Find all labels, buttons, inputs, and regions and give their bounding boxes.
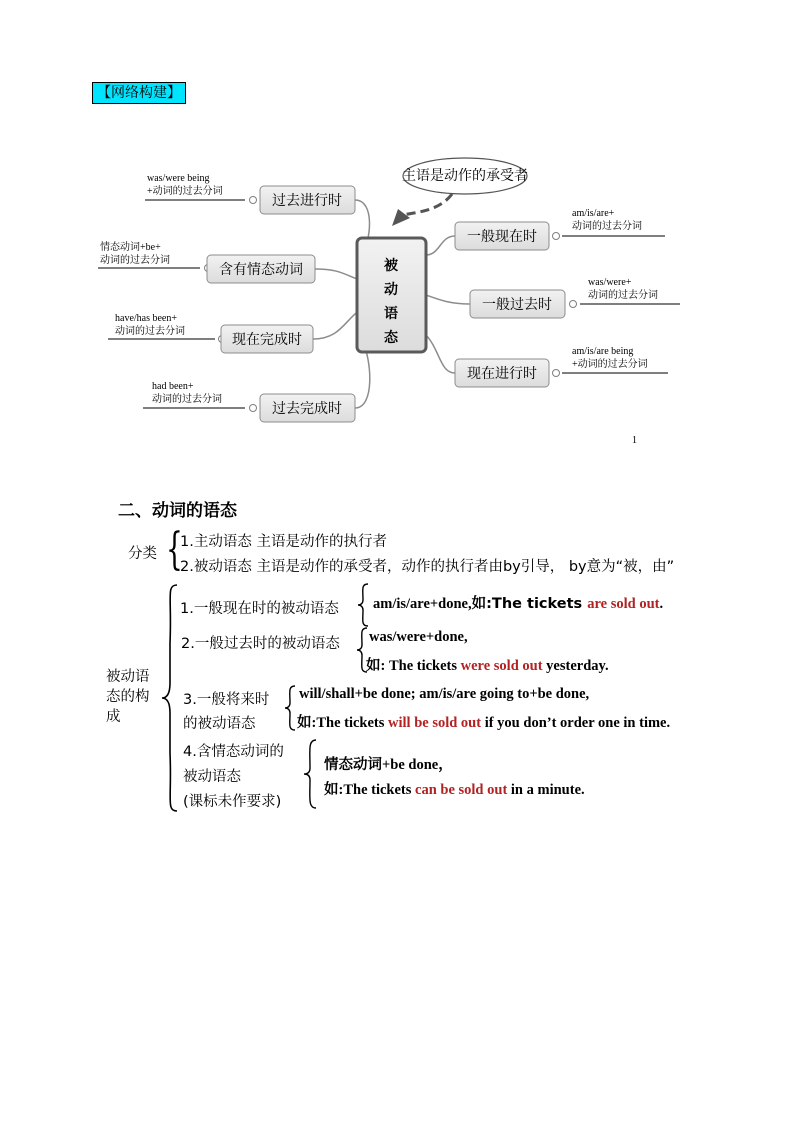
row-3-formula: will/shall+be done; am/is/are going to+be done, (299, 686, 590, 702)
row-4-formula: 情态动词+be done， (324, 757, 453, 773)
note: 动词的过去分词 (572, 221, 642, 232)
row-2-formula: was/were+done, (369, 629, 468, 645)
note: 动词的过去分词 (152, 394, 222, 405)
callout (392, 158, 528, 226)
right-node-0 (455, 222, 549, 250)
node-label: 一般现在时 (467, 229, 537, 245)
center-char: 语 (384, 306, 398, 322)
structure-brace (160, 583, 180, 813)
row-2-title: 2.一般过去时的被动语态 (181, 636, 340, 652)
left-node-3 (260, 394, 355, 422)
right-node-2 (455, 359, 549, 387)
page-mark: 1 (632, 435, 637, 446)
note: am/is/are+ (572, 208, 615, 219)
row-4-title: 4.含情态动词的 被动语态 (课标未作要求) (183, 744, 284, 810)
node-label: 现在进行时 (467, 366, 537, 382)
note: 动词的过去分词 (115, 326, 185, 337)
classify-label: 分类 (128, 546, 157, 562)
note: 情态动词+be+ (100, 242, 161, 253)
note: was/were+ (588, 277, 632, 288)
section-tag: 【网络构建】 (92, 82, 186, 104)
note: +动词的过去分词 (572, 359, 648, 370)
arrow-head (392, 209, 410, 226)
note: am/is/are being (572, 346, 634, 357)
callout-label: 主语是动作的承受者 (402, 168, 528, 184)
note: 动词的过去分词 (588, 290, 658, 301)
classify-brace: { (166, 524, 183, 575)
row-3-brace (283, 684, 297, 732)
note: 动词的过去分词 (100, 255, 170, 266)
note: was/were being (147, 173, 210, 184)
note: have/has been+ (115, 313, 178, 324)
row-3-title: 3.一般将来时 的被动语态 (183, 692, 270, 732)
node-label: 现在完成时 (232, 332, 302, 348)
row-3-example: 如:The tickets will be sold out if you don’t order one in time. (297, 715, 671, 731)
left-node-1 (207, 255, 315, 283)
center-char: 被 (384, 258, 398, 274)
note: had been+ (152, 381, 194, 392)
node-label: 过去进行时 (272, 193, 342, 209)
row-1-brace (356, 582, 370, 628)
mind-map (0, 0, 794, 460)
node-label: 含有情态动词 (219, 262, 303, 278)
right-node-1 (470, 290, 565, 318)
node-label: 过去完成时 (272, 401, 342, 417)
center-char: 态 (384, 330, 398, 346)
node-label: 一般过去时 (482, 297, 552, 313)
classify-item-1: 1.主动语态 主语是动作的执行者 (180, 534, 387, 550)
row-2-example: 如: The tickets were sold out yesterday. (366, 658, 609, 674)
row-4-brace (302, 738, 318, 810)
classify-item-2: 2.被动语态 主语是动作的承受者，动作的执行者由by引导， by意为“被，由” (180, 559, 675, 575)
structure-label: 被动语 态的构 成 (106, 669, 150, 725)
row-4-example: 如:The tickets can be sold out in a minute. (324, 782, 585, 798)
left-node-2 (221, 325, 313, 353)
row-1-title: 1.一般现在时的被动语态 (180, 601, 339, 617)
row-1-formula: am/is/are+done,如:The tickets are sold out. (373, 596, 664, 612)
center-node (357, 238, 426, 352)
note: +动词的过去分词 (147, 186, 223, 197)
section-heading: 二、动词的语态 (118, 501, 237, 521)
center-char: 动 (384, 282, 398, 298)
left-node-0 (260, 186, 355, 214)
